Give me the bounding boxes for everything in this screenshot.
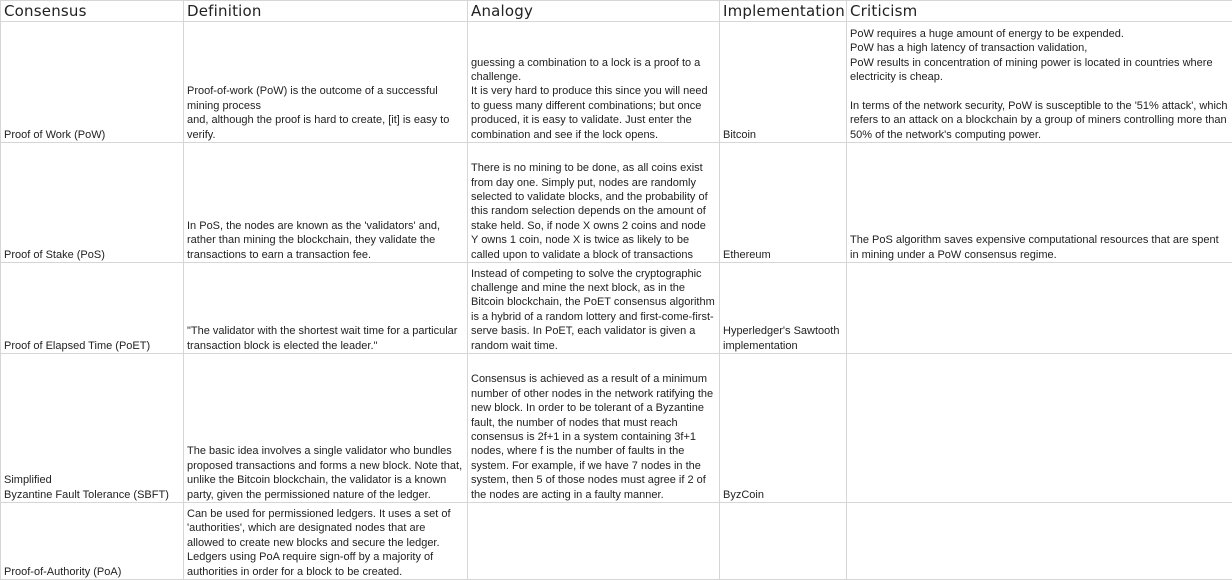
header-consensus[interactable]: Consensus: [1, 1, 184, 22]
cell-definition[interactable]: "The validator with the shortest wait time for a particular transaction block is elected the leader.": [184, 263, 468, 354]
cell-implementation[interactable]: ByzCoin: [720, 354, 847, 503]
cell-definition[interactable]: Can be used for permissioned ledgers. It uses a set of 'authorities', which are designated nodes that are allowed to create new blocks and secure the ledger. Ledgers using PoA require sign-off by a majority of authorities in order for a block to be created.: [184, 503, 468, 580]
header-criticism[interactable]: Criticism: [847, 1, 1232, 22]
cell-analogy[interactable]: Consensus is achieved as a result of a minimum number of other nodes in the network ratifying the new block. In order to be tolerant of a Byzantine fault, the number of nodes that must reach consensus is 2f+1 in a system containing 3f+1 nodes, where f is the number of faults in the system. For example, if we have 7 nodes in the system, then 5 of those nodes must agree if 2 of the nodes are acting in a faulty manner.: [468, 354, 720, 503]
cell-criticism[interactable]: [847, 354, 1232, 503]
table-row: [1, 263, 1232, 354]
cell-criticism[interactable]: The PoS algorithm saves expensive computational resources that are spent in mining under a PoW consensus regime.: [847, 143, 1232, 263]
cell-implementation[interactable]: [720, 503, 847, 580]
cell-consensus[interactable]: Proof-of-Authority (PoA): [1, 503, 184, 580]
cell-consensus[interactable]: Simplified Byzantine Fault Tolerance (SBFT): [1, 354, 184, 503]
cell-definition[interactable]: The basic idea involves a single validator who bundles proposed transactions and forms a new block. Note that, unlike the Bitcoin blockchain, the validator is a known party, given the permissioned nature of the ledger.: [184, 354, 468, 503]
cell-consensus[interactable]: Proof of Elapsed Time (PoET): [1, 263, 184, 354]
cell-consensus[interactable]: Proof of Stake (PoS): [1, 143, 184, 263]
cell-implementation[interactable]: Ethereum: [720, 143, 847, 263]
table-row: [1, 143, 1232, 263]
cell-implementation[interactable]: Hyperledger's Sawtooth implementation: [720, 263, 847, 354]
table-row: [1, 354, 1232, 503]
cell-analogy[interactable]: [468, 503, 720, 580]
cell-analogy[interactable]: guessing a combination to a lock is a proof to a challenge. It is very hard to produce this since you will need to guess many different combinations; but once produced, it is easy to validate. Just enter the combination and see if the lock opens.: [468, 22, 720, 143]
cell-analogy[interactable]: There is no mining to be done, as all coins exist from day one. Simply put, nodes are randomly selected to validate blocks, and the probability of this random selection depends on the amount of stake held. So, if node X owns 2 coins and node Y owns 1 coin, node X is twice as likely to be called upon to validate a block of transactions: [468, 143, 720, 263]
cell-definition[interactable]: In PoS, the nodes are known as the 'validators' and, rather than mining the blockchain, they validate the transactions to earn a transaction fee.: [184, 143, 468, 263]
cell-criticism[interactable]: PoW requires a huge amount of energy to be expended. PoW has a high latency of transaction validation, PoW results in concentration of mining power is located in countries where electricity is cheap. In terms of the network security, PoW is susceptible to the '51% attack', which refers to an attack on a blockchain by a group of miners controlling more than 50% of the network's computing power.: [847, 22, 1232, 143]
header-row: [1, 1, 1232, 22]
cell-consensus[interactable]: Proof of Work (PoW): [1, 22, 184, 143]
cell-definition[interactable]: Proof-of-work (PoW) is the outcome of a successful mining process and, although the proof is hard to create, [it] is easy to verify.: [184, 22, 468, 143]
table-row: [1, 22, 1232, 143]
header-definition[interactable]: Definition: [184, 1, 468, 22]
table-row: [1, 503, 1232, 580]
cell-criticism[interactable]: [847, 503, 1232, 580]
header-analogy[interactable]: Analogy: [468, 1, 720, 22]
cell-analogy[interactable]: Instead of competing to solve the cryptographic challenge and mine the next block, as in the Bitcoin blockchain, the PoET consensus algorithm is a hybrid of a random lottery and first-come-first-serve basis. In PoET, each validator is given a random wait time.: [468, 263, 720, 354]
cell-implementation[interactable]: Bitcoin: [720, 22, 847, 143]
header-implementation[interactable]: Implementation: [720, 1, 847, 22]
cell-criticism[interactable]: [847, 263, 1232, 354]
